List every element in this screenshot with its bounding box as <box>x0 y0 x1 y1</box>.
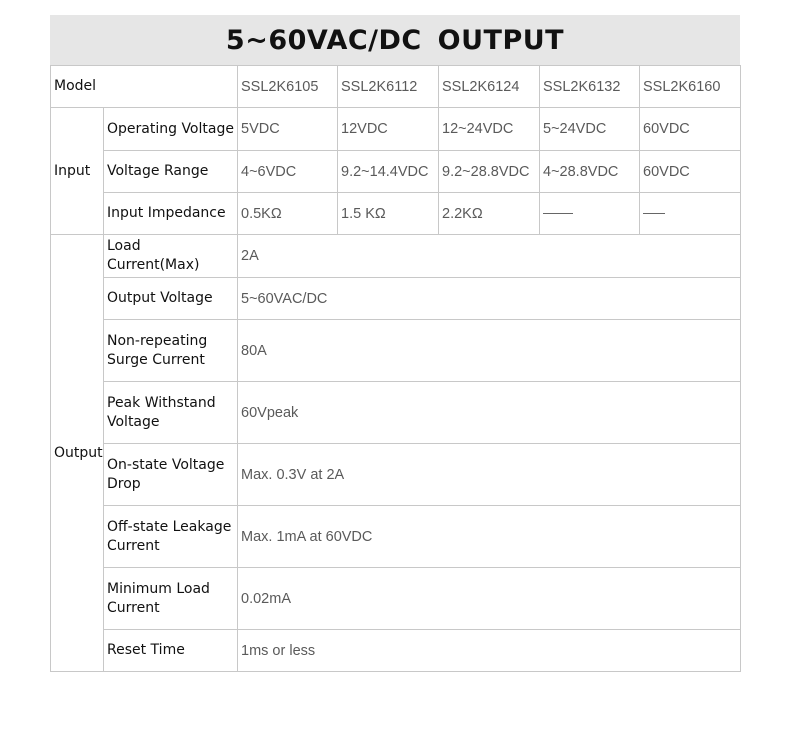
value-cell: 2.2KΩ <box>439 193 540 235</box>
value-cell: 60Vpeak <box>238 382 741 444</box>
value-cell: 5VDC <box>238 108 338 151</box>
output-row-on-state-drop <box>51 444 741 506</box>
row-label: Voltage Range <box>104 151 238 193</box>
input-row-operating-voltage <box>51 108 741 151</box>
spec-sheet <box>50 15 740 672</box>
value-cell: 9.2~14.4VDC <box>338 151 439 193</box>
row-label: Reset Time <box>104 630 238 672</box>
empty-value-cell <box>540 193 640 235</box>
row-label <box>104 382 238 444</box>
value-cell: 60VDC <box>640 108 741 151</box>
output-row-reset-time <box>51 630 741 672</box>
value-cell: Max. 1mA at 60VDC <box>238 506 741 568</box>
row-label: Load Current(Max) <box>104 235 238 278</box>
value-cell: 0.5KΩ <box>238 193 338 235</box>
value-cell: 12~24VDC <box>439 108 540 151</box>
row-label: Output Voltage <box>104 278 238 320</box>
spec-table <box>50 65 741 672</box>
value-cell: 0.02mA <box>238 568 741 630</box>
row-label-line: Minimum Load <box>107 580 210 597</box>
row-label-line: Drop <box>107 475 141 492</box>
value-cell: 60VDC <box>640 151 741 193</box>
empty-value-cell <box>640 193 741 235</box>
output-group-label: Output <box>51 235 104 672</box>
value-cell: 1ms or less <box>238 630 741 672</box>
row-label-line: Surge Current <box>107 351 205 368</box>
value-cell: 4~6VDC <box>238 151 338 193</box>
value-cell: 2A <box>238 235 741 278</box>
row-label <box>104 506 238 568</box>
input-group-label: Input <box>51 108 104 235</box>
model-cell: SSL2K6132 <box>540 66 640 108</box>
row-label: Input Impedance <box>104 193 238 235</box>
value-cell: 5~24VDC <box>540 108 640 151</box>
row-label <box>104 444 238 506</box>
input-row-impedance <box>51 193 741 235</box>
model-cell: SSL2K6105 <box>238 66 338 108</box>
input-row-voltage-range <box>51 151 741 193</box>
value-cell: 5~60VAC/DC <box>238 278 741 320</box>
value-cell: 4~28.8VDC <box>540 151 640 193</box>
output-row-surge-current <box>51 320 741 382</box>
value-cell: 9.2~28.8VDC <box>439 151 540 193</box>
row-label-line: Current <box>107 537 160 554</box>
dash-mark <box>643 213 665 214</box>
row-label-line: On-state Voltage <box>107 456 225 473</box>
row-label <box>104 568 238 630</box>
output-row-load-current <box>51 235 741 278</box>
output-row-off-state-leakage <box>51 506 741 568</box>
row-label-line: Current <box>107 599 160 616</box>
row-label-line: Non-repeating <box>107 332 208 349</box>
row-label-line: Peak Withstand <box>107 394 216 411</box>
value-cell: 80A <box>238 320 741 382</box>
model-row <box>51 66 741 108</box>
row-label <box>104 320 238 382</box>
model-label: Model <box>51 66 238 108</box>
model-cell: SSL2K6112 <box>338 66 439 108</box>
spec-title: 5~60VAC/DC OUTPUT <box>50 15 740 65</box>
model-cell: SSL2K6160 <box>640 66 741 108</box>
value-cell: 1.5 KΩ <box>338 193 439 235</box>
value-cell: 12VDC <box>338 108 439 151</box>
row-label: Operating Voltage <box>104 108 238 151</box>
output-row-peak-withstand <box>51 382 741 444</box>
row-label-line: Voltage <box>107 413 160 430</box>
output-row-minimum-load <box>51 568 741 630</box>
value-cell: Max. 0.3V at 2A <box>238 444 741 506</box>
row-label-line: Off-state Leakage <box>107 518 232 535</box>
model-cell: SSL2K6124 <box>439 66 540 108</box>
output-row-output-voltage <box>51 278 741 320</box>
dash-mark <box>543 213 573 214</box>
